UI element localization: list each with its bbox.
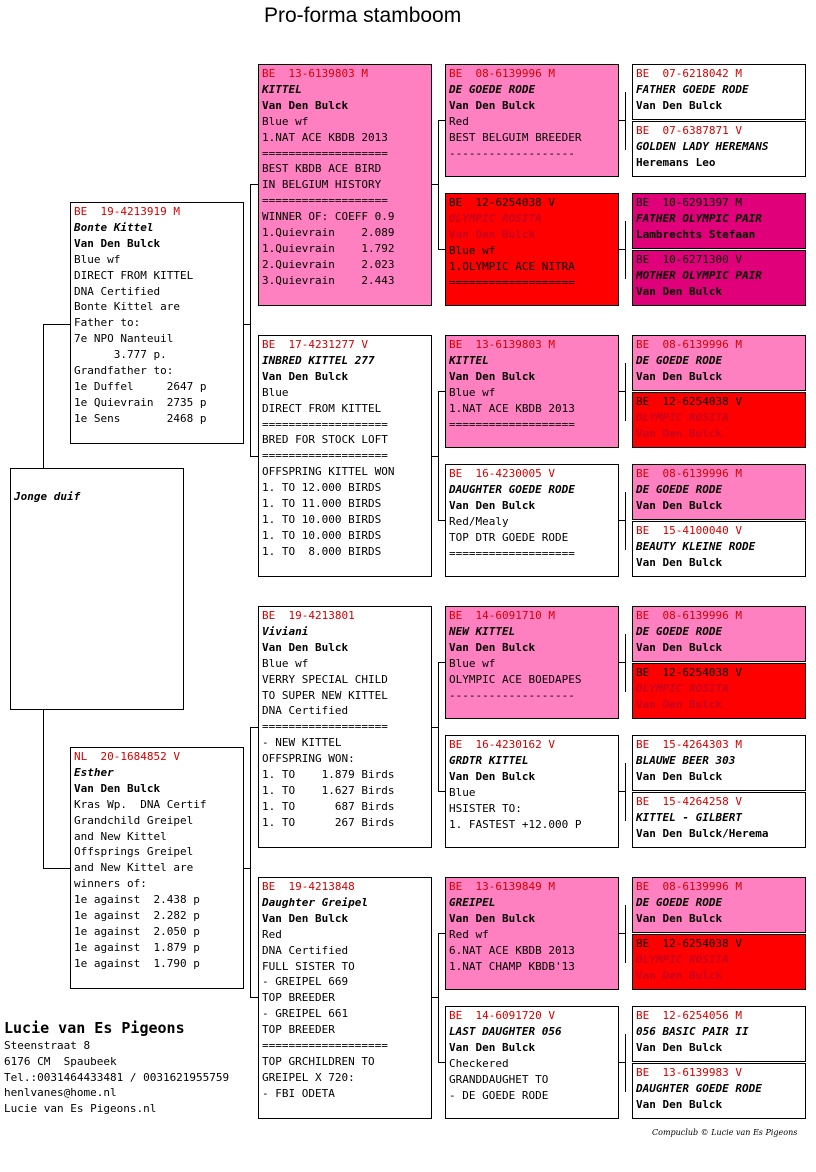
connector-line [438,520,445,521]
credit-footer: Compuclub © Lucie van Es Pigeons [652,1128,798,1137]
breeder-name: Van Den Bulck [636,769,723,783]
info-line: OLYMPIC ACE BOEDAPES [449,672,582,686]
info-line: 1e Duffel 2647 p [74,379,207,393]
pigeon-name: Daughter Greipel [262,895,368,909]
ring-number: BE 12-6254038 V [449,196,555,209]
ring-number: BE 07-6218042 M [636,67,742,80]
info-line: - FBI ODETA [262,1086,335,1100]
gg-grandparent-box [632,521,806,577]
info-line: 1. TO 11.000 BIRDS [262,497,382,511]
ring-number: BE 16-4230005 V [449,467,555,480]
pigeon-name: 056 BASIC PAIR II [636,1024,749,1038]
info-line: IN BELGIUM HISTORY [262,178,382,192]
pigeon-name: OLYMPIC ROSITA [449,211,542,225]
info-line: and New Kittel [74,829,167,843]
ring-number: BE 12-6254038 V [636,395,742,408]
connector-line [432,184,438,185]
info-line: - GREIPEL 669 [262,975,349,989]
connector-line [438,662,445,663]
subject-box [10,468,184,710]
info-line: GRANDDAUGHET TO [449,1072,549,1086]
connector-line [619,249,625,250]
info-line: Red/Mealy [449,514,509,528]
gg-grandparent-box [632,392,806,448]
connector-line [625,1034,626,1092]
connector-line [438,662,439,792]
parent-sire-box [70,202,244,444]
info-line: DNA Certified [262,943,349,957]
info-line: Blue wf [262,114,309,128]
pigeon-name: DE GOEDE RODE [636,624,723,638]
breeder-name: Van Den Bulck [636,1097,723,1111]
ring-number: BE 08-6139996 M [449,67,555,80]
info-line: 7e NPO Nanteuil [74,332,174,346]
pigeon-name: DE GOEDE RODE [636,895,723,909]
subject-label: Jonge duif [14,490,81,503]
breeder-name: Van Den Bulck [636,284,723,298]
connector-line [438,120,445,121]
breeder-name: Van Den Bulck [636,968,723,982]
breeder-name: Van Den Bulck [636,426,723,440]
connector-line [438,933,445,934]
great-grandparent-box [445,877,619,990]
breeder-name: Van Den Bulck [449,769,536,783]
ring-number: BE 15-4264258 V [636,795,742,808]
info-line: 1e Quievrain 2735 p [74,395,207,409]
breeder-name: Van Den Bulck [449,369,536,383]
breeder-name: Van Den Bulck [636,911,723,925]
great-grandparent-box [445,735,619,848]
pigeon-name: OLYMPIC ROSITA [636,952,729,966]
info-line: 2.Quievrain 2.023 [262,257,395,271]
info-line: - DE GOEDE RODE [449,1088,549,1102]
info-line: 1. TO 10.000 BIRDS [262,528,382,542]
ring-number: BE 15-4100040 V [636,524,742,537]
info-line: FULL SISTER TO [262,959,355,973]
connector-line [438,933,439,1063]
connector-line [244,324,250,325]
ring-number: BE 10-6291397 M [636,196,742,209]
info-line: Red wf [449,927,489,941]
connector-line [43,868,70,869]
connector-line [619,662,625,663]
info-line: Grandchild Greipel [74,813,194,827]
gg-grandparent-box [632,121,806,177]
great-grandparent-box [445,193,619,306]
pigeon-name: FATHER OLYMPIC PAIR [636,211,762,225]
breeder-name: Van Den Bulck [636,1040,723,1054]
info-line: 1e against 2.050 p [74,924,200,938]
connector-line [625,92,626,150]
info-line: Offsprings Greipel [74,845,194,859]
info-line: TOP GRCHILDREN TO [262,1054,375,1068]
connector-line [250,997,258,998]
gg-grandparent-box [632,464,806,520]
ring-number: BE 13-6139983 V [636,1066,742,1079]
gg-grandparent-box [632,606,806,662]
info-line: 1.NAT ACE KBDB 2013 [449,401,575,415]
info-line: HSISTER TO: [449,801,522,815]
breeder-name: Van Den Bulck [449,1040,536,1054]
gg-grandparent-box [632,1006,806,1062]
connector-line [619,933,625,934]
info-line: =================== [262,720,388,734]
ring-number: BE 19-4213848 [262,880,355,893]
pigeon-name: DE GOEDE RODE [449,82,536,96]
connector-line [625,492,626,550]
info-line: and New Kittel are [74,861,194,875]
info-line: OFFSPRING KITTEL WON [262,465,395,479]
info-line: WINNER OF: COEFF 0.9 [262,210,395,224]
breeder-name: Van Den Bulck [74,781,161,795]
pigeon-name: OLYMPIC ROSITA [636,681,729,695]
ring-number: BE 15-4264303 M [636,738,742,751]
info-line: 1. TO 267 Birds [262,815,395,829]
breeder-name: Van Den Bulck [262,369,349,383]
connector-line [625,363,626,421]
breeder-name: Van Den Bulck [449,227,536,241]
pigeon-name: GREIPEL [449,895,496,909]
info-line: 1.NAT CHAMP KBDB'13 [449,959,575,973]
info-line: =================== [262,146,388,160]
gg-grandparent-box [632,877,806,933]
ring-number: BE 13-6139803 M [449,338,555,351]
breeder-name: Lambrechts Stefaan [636,227,756,241]
info-line: TOP BREEDER [262,991,335,1005]
pigeon-name: GRDTR KITTEL [449,753,529,767]
info-line: DIRECT FROM KITTEL [262,401,382,415]
gg-grandparent-box [632,1063,806,1119]
info-line: 3.777 p. [74,348,167,362]
ring-number: BE 14-6091720 V [449,1009,555,1022]
pigeon-name: KITTEL - GILBERT [636,810,742,824]
breeder-name: Lucie van Es Pigeons [4,1019,185,1037]
connector-line [432,997,438,998]
connector-line [625,763,626,821]
info-line: OFFSPRING WON: [262,752,355,766]
connector-line [432,727,438,728]
info-line: DIRECT FROM KITTEL [74,268,194,282]
breeder-name: Van Den Bulck [636,697,723,711]
ring-number: BE 08-6139996 M [636,609,742,622]
connector-line [619,1062,625,1063]
info-line: 3.Quievrain 2.443 [262,273,395,287]
ring-number: BE 08-6139996 M [636,880,742,893]
info-line: 1. TO 10.000 BIRDS [262,512,382,526]
gg-grandparent-box [632,663,806,719]
breeder-name: Van Den Bulck [449,640,536,654]
info-line: =================== [262,417,388,431]
ring-number: BE 17-4231277 V [262,338,368,351]
connector-line [438,391,439,521]
pigeon-name: Viviani [262,624,309,638]
breeder-name: Van Den Bulck/Herema [636,826,769,840]
info-line: BEST KBDB ACE BIRD [262,162,382,176]
breeder-website: Lucie van Es Pigeons.nl [4,1102,157,1116]
info-line: 1.OLYMPIC ACE NITRA [449,259,575,273]
info-line: 1e against 1.879 p [74,940,200,954]
info-line: Red [262,927,282,941]
connector-line [438,391,445,392]
ring-number: BE 19-4213919 M [74,205,180,218]
breeder-name: Van Den Bulck [636,640,723,654]
pigeon-name: NEW KITTEL [449,624,516,638]
great-grandparent-box [445,606,619,719]
ring-number: NL 20-1684852 V [74,750,180,763]
pigeon-name: Bonte Kittel [74,220,154,234]
ring-number: BE 08-6139996 M [636,467,742,480]
grandparent-box [258,877,432,1119]
ring-number: BE 12-6254056 M [636,1009,742,1022]
info-line: 1e against 1.790 p [74,956,200,970]
gg-grandparent-box [632,735,806,791]
connector-line [250,727,258,728]
info-line: 6.NAT ACE KBDB 2013 [449,943,575,957]
info-line: TO SUPER NEW KITTEL [262,688,388,702]
ring-number: BE 16-4230162 V [449,738,555,751]
ring-number: BE 19-4213801 [262,609,355,622]
info-line: Blue wf [449,656,496,670]
info-line: ------------------- [449,688,575,702]
info-line: BEST BELGUIM BREEDER [449,130,582,144]
pigeon-name: MOTHER OLYMPIC PAIR [636,268,762,282]
pigeon-name: FATHER GOEDE RODE [636,82,749,96]
info-line: Father to: [74,316,141,330]
info-line: Grandfather to: [74,364,174,378]
info-line: =================== [449,417,575,431]
info-line: 1.NAT ACE KBDB 2013 [262,130,388,144]
gg-grandparent-box [632,335,806,391]
pigeon-name: LAST DAUGHTER 056 [449,1024,562,1038]
connector-line [250,456,258,457]
connector-line [625,905,626,963]
breeder-name: Van Den Bulck [636,369,723,383]
breeder-name: Van Den Bulck [636,498,723,512]
info-line: Bonte Kittel are [74,300,180,314]
great-grandparent-box [445,1006,619,1119]
breeder-name: Van Den Bulck [262,98,349,112]
grandparent-box [258,606,432,848]
connector-line [619,791,625,792]
connector-line [438,1062,445,1063]
breeder-info [4,1018,229,1117]
great-grandparent-box [445,64,619,177]
info-line: 1.Quievrain 1.792 [262,241,395,255]
info-line: ------------------- [449,146,575,160]
breeder-name: Van Den Bulck [636,555,723,569]
info-line: 1. TO 1.627 Birds [262,783,395,797]
gg-grandparent-box [632,792,806,848]
info-line: 1e Sens 2468 p [74,411,207,425]
breeder-name: Van Den Bulck [449,911,536,925]
ring-number: BE 13-6139849 M [449,880,555,893]
connector-line [619,391,625,392]
pigeon-name: OLYMPIC ROSITA [636,410,729,424]
connector-line [250,184,258,185]
info-line: =================== [449,546,575,560]
info-line: Blue wf [449,243,496,257]
breeder-name: Van Den Bulck [449,498,536,512]
connector-line [438,249,445,250]
pigeon-name: DAUGHTER GOEDE RODE [449,482,575,496]
info-line: =================== [262,194,388,208]
info-line: 1e against 2.282 p [74,909,200,923]
great-grandparent-box [445,335,619,448]
ring-number: BE 12-6254038 V [636,937,742,950]
pigeon-name: KITTEL [449,353,489,367]
info-line: GREIPEL X 720: [262,1070,355,1084]
gg-grandparent-box [632,250,806,306]
connector-line [438,791,445,792]
great-grandparent-box [445,464,619,577]
breeder-phone: Tel.:0031464433481 / 0031621955759 [4,1070,230,1084]
info-line: 1. TO 8.000 BIRDS [262,544,382,558]
ring-number: BE 12-6254038 V [636,666,742,679]
info-line: 1e against 2.438 p [74,893,200,907]
connector-line [250,184,251,457]
info-line: - GREIPEL 661 [262,1007,349,1021]
connector-line [43,710,44,868]
connector-line [625,634,626,692]
info-line: 1. FASTEST +12.000 P [449,817,582,831]
info-line: Blue wf [449,385,496,399]
ring-number: BE 13-6139803 M [262,67,368,80]
breeder-name: Van Den Bulck [262,911,349,925]
connector-line [432,456,438,457]
info-line: Blue [449,785,476,799]
ring-number: BE 07-6387871 V [636,124,742,137]
parent-dam-box [70,747,244,989]
grandparent-box [258,335,432,577]
info-line: DNA Certified [262,704,349,718]
grandparent-box [258,64,432,306]
info-line: Blue wf [262,656,309,670]
page-title: Pro-forma stamboom [264,4,462,27]
pigeon-name: BLAUWE BEER 303 [636,753,736,767]
info-line: VERRY SPECIAL CHILD [262,672,388,686]
info-line: TOP DTR GOEDE RODE [449,530,569,544]
info-line: =================== [262,1039,388,1053]
connector-line [43,324,44,468]
breeder-name: Van Den Bulck [74,236,161,250]
info-line: 1.Quievrain 2.089 [262,226,395,240]
connector-line [244,868,250,869]
connector-line [250,727,251,998]
breeder-name: Heremans Leo [636,155,716,169]
info-line: Kras Wp. DNA Certif [74,797,207,811]
pigeon-name: INBRED KITTEL 277 [262,353,375,367]
pigeon-name: DE GOEDE RODE [636,353,723,367]
info-line: - NEW KITTEL [262,736,342,750]
gg-grandparent-box [632,64,806,120]
gg-grandparent-box [632,934,806,990]
info-line: =================== [262,449,388,463]
info-line: TOP BREEDER [262,1023,335,1037]
connector-line [438,120,439,250]
info-line: 1. TO 687 Birds [262,799,395,813]
info-line: 1. TO 1.879 Birds [262,768,395,782]
gg-grandparent-box [632,193,806,249]
connector-line [619,520,625,521]
ring-number: BE 08-6139996 M [636,338,742,351]
connector-line [625,221,626,279]
pigeon-name: DAUGHTER GOEDE RODE [636,1081,762,1095]
info-line: 1. TO 12.000 BIRDS [262,481,382,495]
pigeon-name: Esther [74,765,114,779]
info-line: winners of: [74,877,147,891]
info-line: Checkered [449,1056,509,1070]
connector-line [619,120,625,121]
breeder-name: Van Den Bulck [449,98,536,112]
info-line: DNA Certified [74,284,161,298]
breeder-address-line: 6176 CM Spaubeek [4,1054,117,1068]
info-line: BRED FOR STOCK LOFT [262,433,388,447]
ring-number: BE 10-6271300 V [636,253,742,266]
pigeon-name: KITTEL [262,82,302,96]
breeder-name: Van Den Bulck [636,98,723,112]
breeder-name: Van Den Bulck [262,640,349,654]
info-line: =================== [449,275,575,289]
info-line: Red [449,114,469,128]
pigeon-name: DE GOEDE RODE [636,482,723,496]
info-line: Blue [262,385,289,399]
pigeon-name: BEAUTY KLEINE RODE [636,539,756,553]
breeder-address-line: Steenstraat 8 [4,1039,91,1052]
connector-line [43,324,70,325]
info-line: Blue wf [74,252,121,266]
ring-number: BE 14-6091710 M [449,609,555,622]
breeder-email: henlvanes@home.nl [4,1086,117,1100]
pigeon-name: GOLDEN LADY HEREMANS [636,139,769,153]
